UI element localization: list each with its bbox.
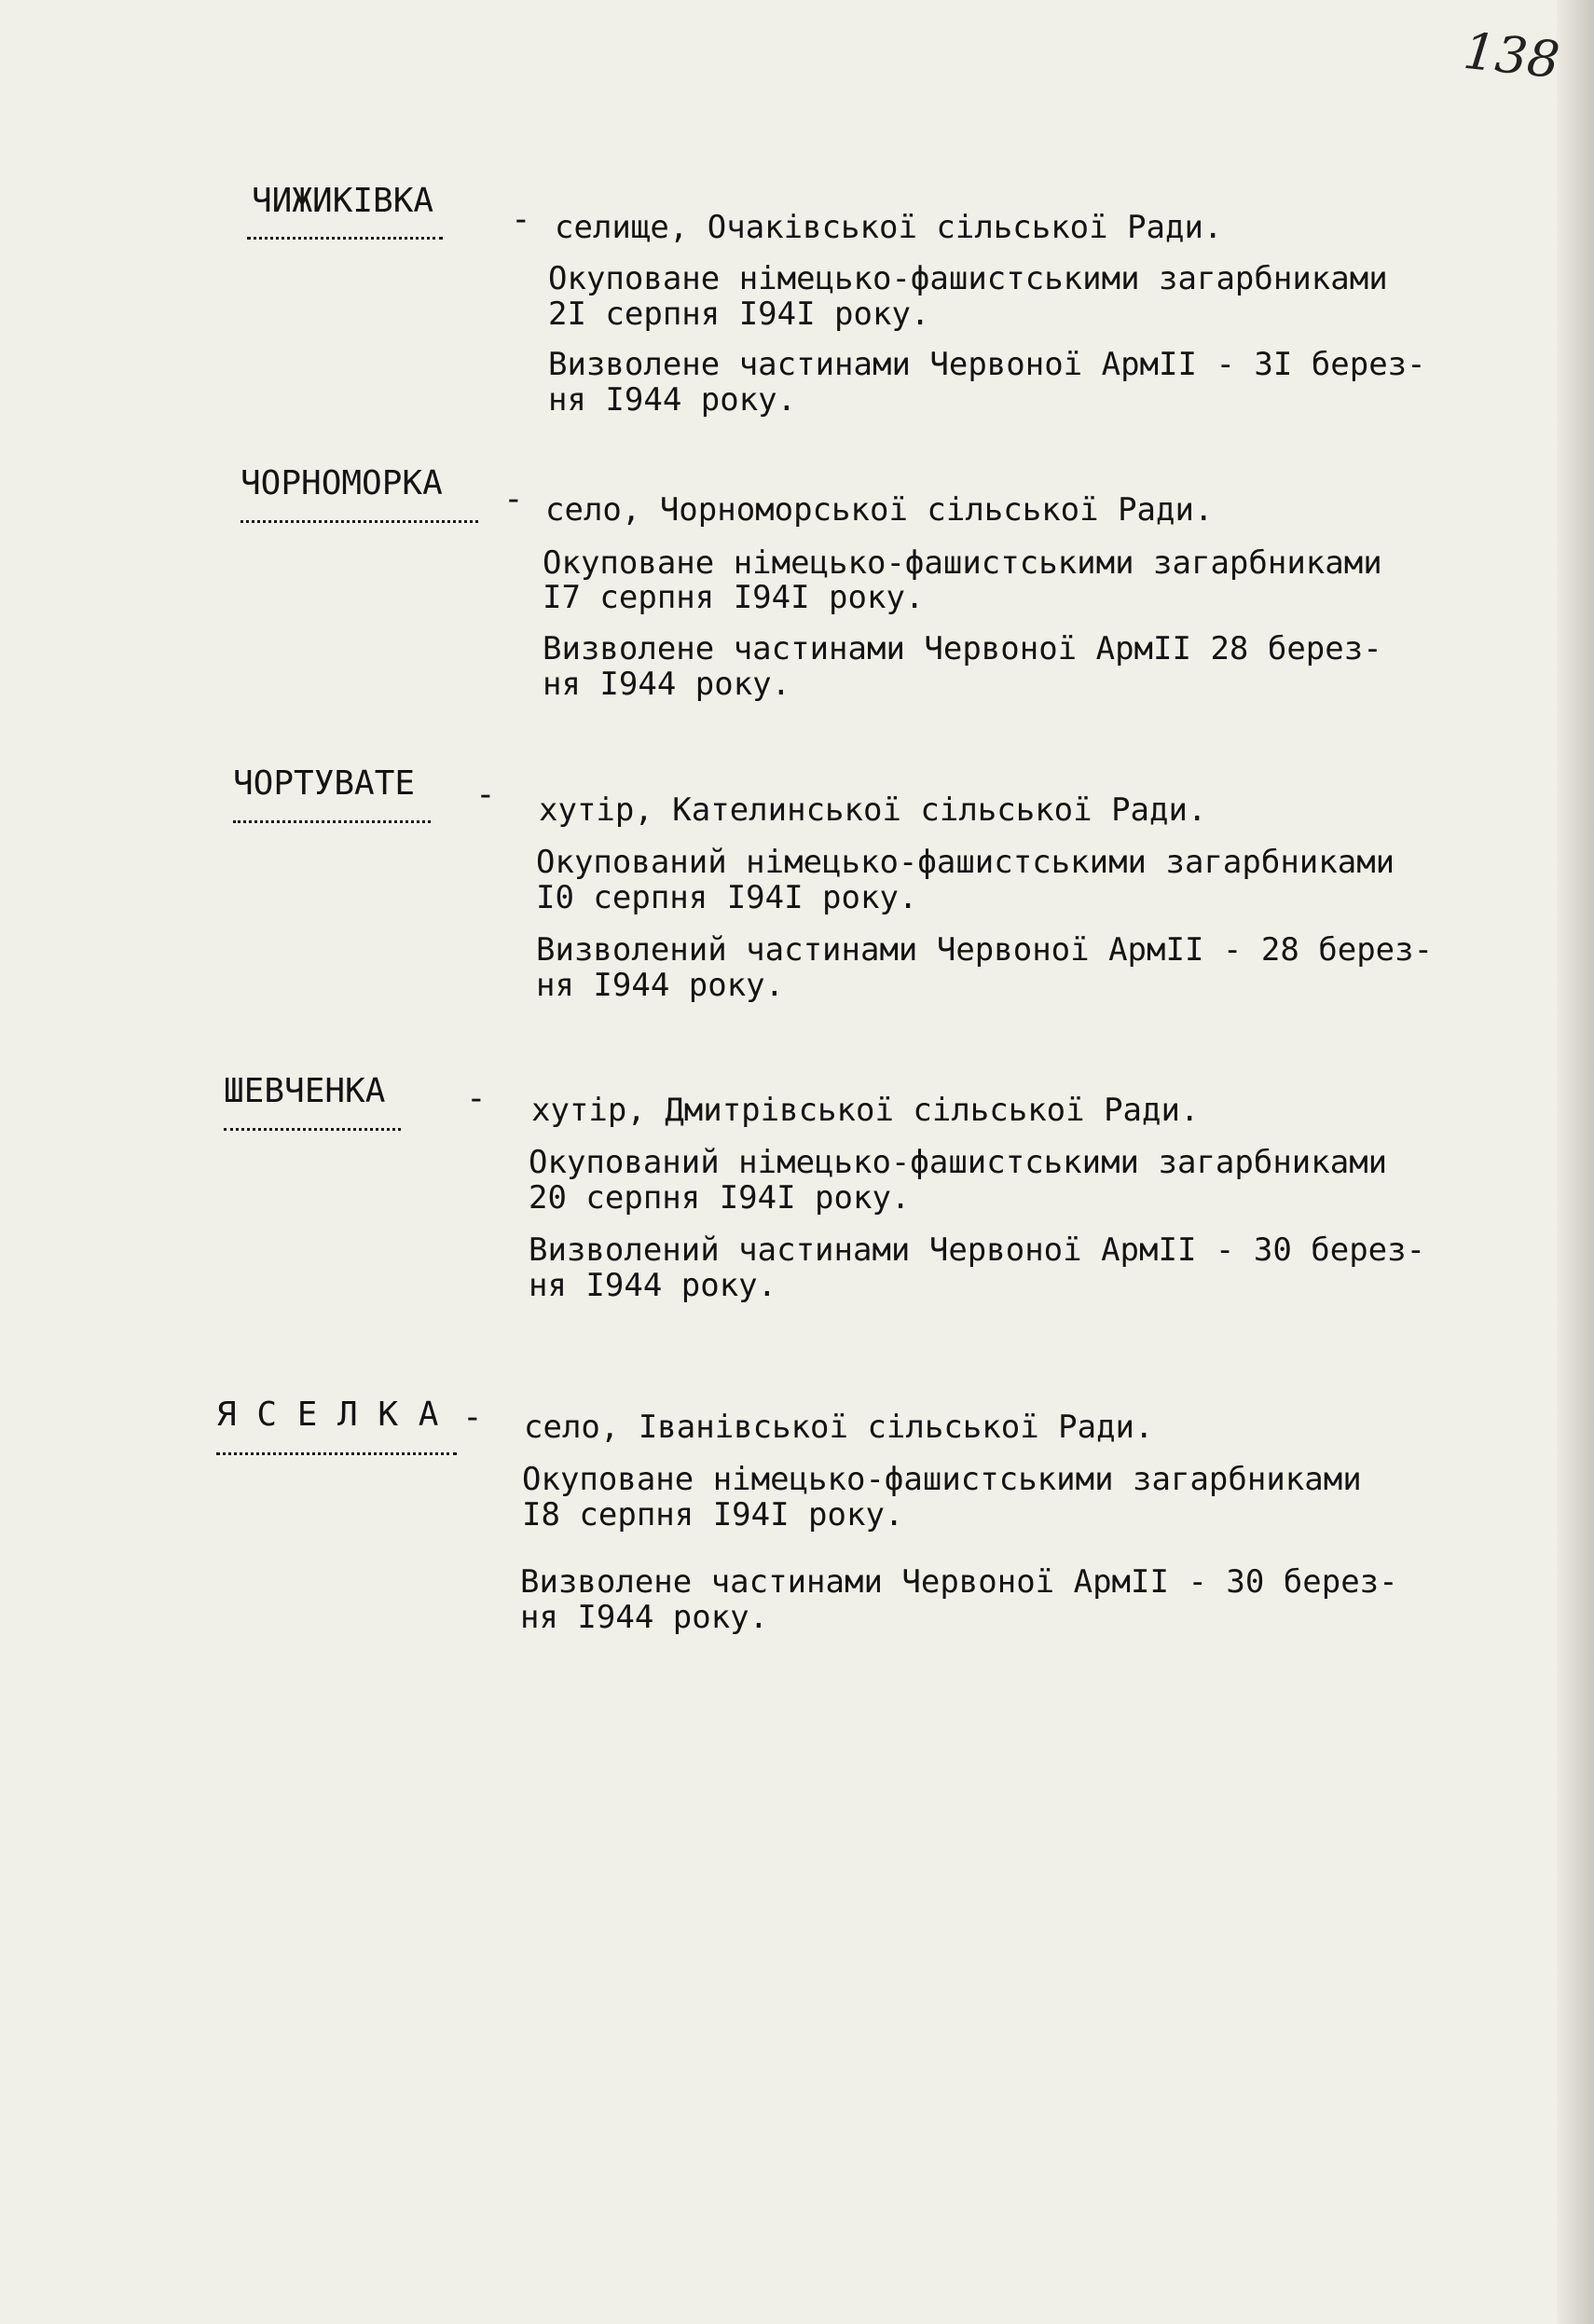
settlement-type: село, Чорноморської сільської Ради.	[545, 491, 1214, 529]
place-name: ЧОРНОМОРКА	[240, 464, 443, 502]
liberated-line-1: Визволений частинами Червоної АрмII - 30 берез-	[529, 1231, 1426, 1269]
occupied-line-2: 20 серпня I94I року.	[529, 1179, 911, 1217]
liberated-line-2: ня I944 року.	[543, 666, 791, 703]
page-edge	[1557, 0, 1594, 2324]
name-dash: -	[503, 480, 524, 518]
occupied-line-2: I8 серпня I94I року.	[522, 1496, 904, 1533]
liberated-line-2: ня I944 року.	[520, 1599, 769, 1636]
name-dash: -	[475, 776, 496, 814]
name-dash: -	[511, 200, 531, 239]
settlement-type: хутір, Кателинської сільської Ради.	[539, 791, 1207, 829]
liberated-line-2: ня I944 року.	[536, 967, 785, 1004]
name-dash: -	[462, 1398, 483, 1437]
settlement-type: хутір, Дмитрівської сільської Ради.	[531, 1092, 1200, 1129]
occupied-line-1: Окупований німецько-фашистськими загарбниками	[536, 844, 1395, 881]
liberated-line-1: Визволене частинами Червоної АрмII 28 берез-	[543, 630, 1382, 667]
name-underline	[247, 227, 443, 240]
settlement-type: селище, Очаківської сільської Ради.	[555, 209, 1223, 246]
occupied-line-1: Окупований німецько-фашистськими загарбниками	[529, 1144, 1388, 1181]
liberated-line-2: ня I944 року.	[529, 1267, 777, 1304]
liberated-line-1: Визволене частинами Червоної АрмII - 30 берез-	[520, 1563, 1398, 1601]
occupied-line-2: I7 серпня I94I року.	[543, 579, 925, 616]
liberated-line-1: Визволене частинами Червоної АрмII - 3I берез-	[548, 346, 1426, 383]
name-dash: -	[466, 1079, 487, 1118]
occupied-line-1: Окуповане німецько-фашистськими загарбниками	[548, 260, 1388, 297]
liberated-line-2: ня I944 року.	[548, 381, 797, 419]
place-name: ЧИЖИКІВКА	[252, 182, 434, 220]
occupied-line-2: I0 серпня I94I року.	[536, 879, 918, 916]
liberated-line-1: Визволений частинами Червоної АрмII - 28 берез-	[536, 931, 1434, 969]
name-underline	[224, 1119, 401, 1131]
occupied-line-1: Окуповане німецько-фашистськими загарбниками	[543, 544, 1382, 582]
place-name: ЧОРТУВАТЕ	[233, 764, 416, 803]
place-name: ШЕВЧЕНКА	[224, 1072, 386, 1110]
occupied-line-1: Окуповане німецько-фашистськими загарбниками	[522, 1461, 1362, 1498]
name-underline	[240, 511, 478, 523]
settlement-type: село, Іванівської сільської Ради.	[524, 1409, 1154, 1446]
name-underline	[216, 1443, 457, 1455]
page-number: 138	[1460, 21, 1563, 90]
occupied-line-2: 2I серпня I94I року.	[548, 296, 930, 333]
name-underline	[233, 811, 431, 823]
place-name: Я С Е Л К А	[216, 1396, 439, 1434]
